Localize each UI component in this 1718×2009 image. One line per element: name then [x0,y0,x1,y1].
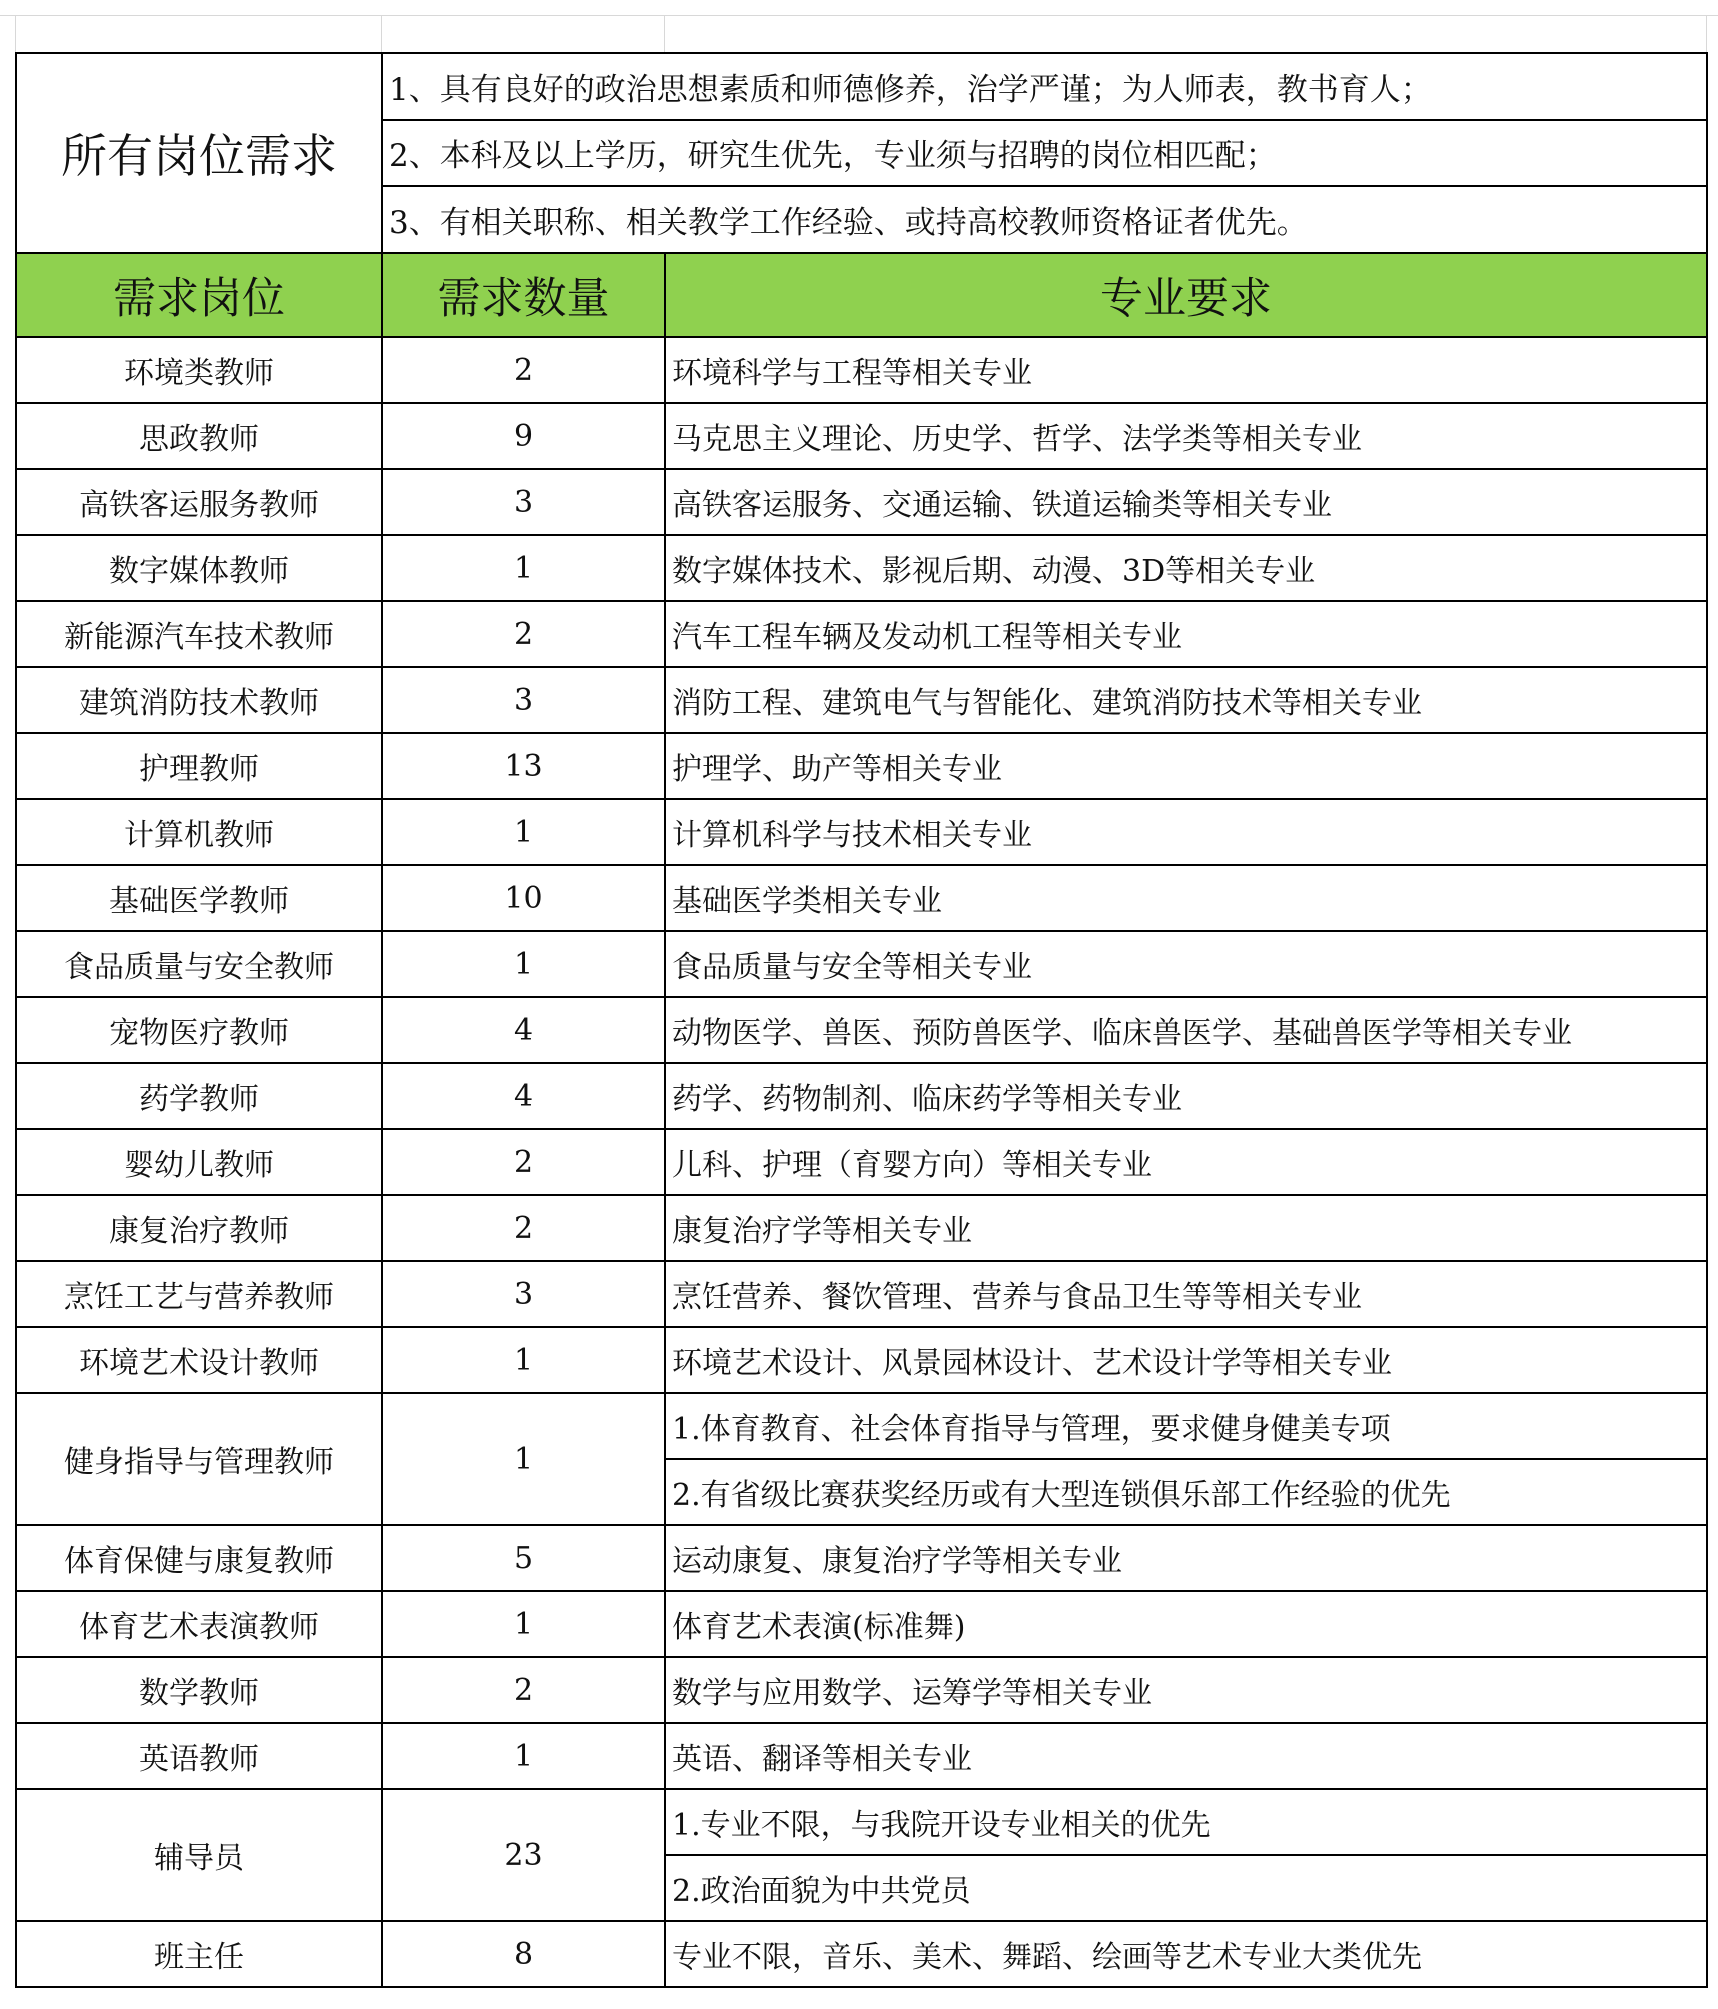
count-cell: 3 [382,667,665,733]
sheet-gridline [15,15,16,52]
table-row [16,733,1707,799]
count-cell: 13 [382,733,665,799]
position-cell: 婴幼儿教师 [16,1129,382,1195]
table-row [16,1129,1707,1195]
count-cell: 5 [382,1525,665,1591]
major-requirement-cell: 1.专业不限，与我院开设专业相关的优先 [665,1789,1707,1855]
table-row [16,1261,1707,1327]
major-requirement-cell: 基础医学类相关专业 [665,865,1707,931]
table-body [16,53,1707,1987]
count-cell: 4 [382,1063,665,1129]
table-row [16,997,1707,1063]
header-count: 需求数量 [382,253,665,337]
count-cell: 23 [382,1789,665,1921]
major-requirement-cell: 儿科、护理（育婴方向）等相关专业 [665,1129,1707,1195]
table-row [16,1789,1707,1855]
major-requirement-cell: 食品质量与安全等相关专业 [665,931,1707,997]
major-requirement-cell: 体育艺术表演(标准舞) [665,1591,1707,1657]
position-cell: 宠物医疗教师 [16,997,382,1063]
sheet-gridline [664,15,665,52]
table-row [16,1921,1707,1987]
position-cell: 辅导员 [16,1789,382,1921]
major-requirement-cell: 环境科学与工程等相关专业 [665,337,1707,403]
table-row [16,1591,1707,1657]
sheet-gridline-top [0,15,1718,16]
table-row [16,469,1707,535]
major-requirement-cell: 2.政治面貌为中共党员 [665,1855,1707,1921]
table-row [16,1063,1707,1129]
table-row [16,1195,1707,1261]
count-cell: 8 [382,1921,665,1987]
count-cell: 1 [382,931,665,997]
count-cell: 2 [382,601,665,667]
count-cell: 4 [382,997,665,1063]
recruitment-sheet [15,52,1706,1988]
position-cell: 数学教师 [16,1657,382,1723]
count-cell: 3 [382,1261,665,1327]
major-requirement-cell: 消防工程、建筑电气与智能化、建筑消防技术等相关专业 [665,667,1707,733]
major-requirement-cell: 动物医学、兽医、预防兽医学、临床兽医学、基础兽医学等相关专业 [665,997,1707,1063]
count-cell: 9 [382,403,665,469]
table-row [16,1393,1707,1459]
major-requirement-cell: 英语、翻译等相关专业 [665,1723,1707,1789]
position-cell: 食品质量与安全教师 [16,931,382,997]
major-requirement-cell: 2.有省级比赛获奖经历或有大型连锁俱乐部工作经验的优先 [665,1459,1707,1525]
table-row [16,535,1707,601]
major-requirement-cell: 计算机科学与技术相关专业 [665,799,1707,865]
major-requirement-cell: 护理学、助产等相关专业 [665,733,1707,799]
count-cell: 2 [382,1195,665,1261]
table-row [16,1657,1707,1723]
sheet-gridline [381,15,382,52]
major-requirement-cell: 环境艺术设计、风景园林设计、艺术设计学等相关专业 [665,1327,1707,1393]
position-cell: 新能源汽车技术教师 [16,601,382,667]
requirement-row [16,53,1707,120]
header-majors: 专业要求 [665,253,1707,337]
table-row [16,1723,1707,1789]
major-requirement-cell: 药学、药物制剂、临床药学等相关专业 [665,1063,1707,1129]
major-requirement-cell: 烹饪营养、餐饮管理、营养与食品卫生等等相关专业 [665,1261,1707,1327]
count-cell: 2 [382,337,665,403]
position-cell: 环境艺术设计教师 [16,1327,382,1393]
count-cell: 1 [382,535,665,601]
count-cell: 2 [382,1129,665,1195]
major-requirement-cell: 汽车工程车辆及发动机工程等相关专业 [665,601,1707,667]
sheet-gridline [1706,15,1707,52]
major-requirement-cell: 运动康复、康复治疗学等相关专业 [665,1525,1707,1591]
major-requirement-cell: 马克思主义理论、历史学、哲学、法学类等相关专业 [665,403,1707,469]
position-cell: 班主任 [16,1921,382,1987]
major-requirement-cell: 专业不限，音乐、美术、舞蹈、绘画等艺术专业大类优先 [665,1921,1707,1987]
position-cell: 基础医学教师 [16,865,382,931]
position-cell: 药学教师 [16,1063,382,1129]
count-cell: 1 [382,1327,665,1393]
position-cell: 英语教师 [16,1723,382,1789]
major-requirement-cell: 康复治疗学等相关专业 [665,1195,1707,1261]
major-requirement-cell: 1.体育教育、社会体育指导与管理，要求健身健美专项 [665,1393,1707,1459]
table-row [16,667,1707,733]
requirement-item: 2、本科及以上学历，研究生优先，专业须与招聘的岗位相匹配； [382,120,1707,187]
count-cell: 10 [382,865,665,931]
recruitment-table [15,52,1708,1988]
position-cell: 健身指导与管理教师 [16,1393,382,1525]
table-row [16,865,1707,931]
count-cell: 2 [382,1657,665,1723]
header-position: 需求岗位 [16,253,382,337]
count-cell: 1 [382,1723,665,1789]
position-cell: 环境类教师 [16,337,382,403]
table-row [16,601,1707,667]
major-requirement-cell: 数字媒体技术、影视后期、动漫、3D等相关专业 [665,535,1707,601]
position-cell: 烹饪工艺与营养教师 [16,1261,382,1327]
position-cell: 计算机教师 [16,799,382,865]
table-row [16,931,1707,997]
position-cell: 体育保健与康复教师 [16,1525,382,1591]
position-cell: 思政教师 [16,403,382,469]
count-cell: 1 [382,799,665,865]
count-cell: 1 [382,1591,665,1657]
count-cell: 3 [382,469,665,535]
major-requirement-cell: 数学与应用数学、运筹学等相关专业 [665,1657,1707,1723]
position-cell: 体育艺术表演教师 [16,1591,382,1657]
requirement-item: 3、有相关职称、相关教学工作经验、或持高校教师资格证者优先。 [382,186,1707,253]
table-row [16,1525,1707,1591]
position-cell: 建筑消防技术教师 [16,667,382,733]
table-row [16,337,1707,403]
requirements-title: 所有岗位需求 [16,53,382,253]
position-cell: 数字媒体教师 [16,535,382,601]
position-cell: 护理教师 [16,733,382,799]
table-row [16,403,1707,469]
table-row [16,1327,1707,1393]
count-cell: 1 [382,1393,665,1525]
table-header-row [16,253,1707,337]
position-cell: 康复治疗教师 [16,1195,382,1261]
table-row [16,799,1707,865]
requirement-item: 1、具有良好的政治思想素质和师德修养，治学严谨；为人师表，教书育人； [382,53,1707,120]
position-cell: 高铁客运服务教师 [16,469,382,535]
major-requirement-cell: 高铁客运服务、交通运输、铁道运输类等相关专业 [665,469,1707,535]
